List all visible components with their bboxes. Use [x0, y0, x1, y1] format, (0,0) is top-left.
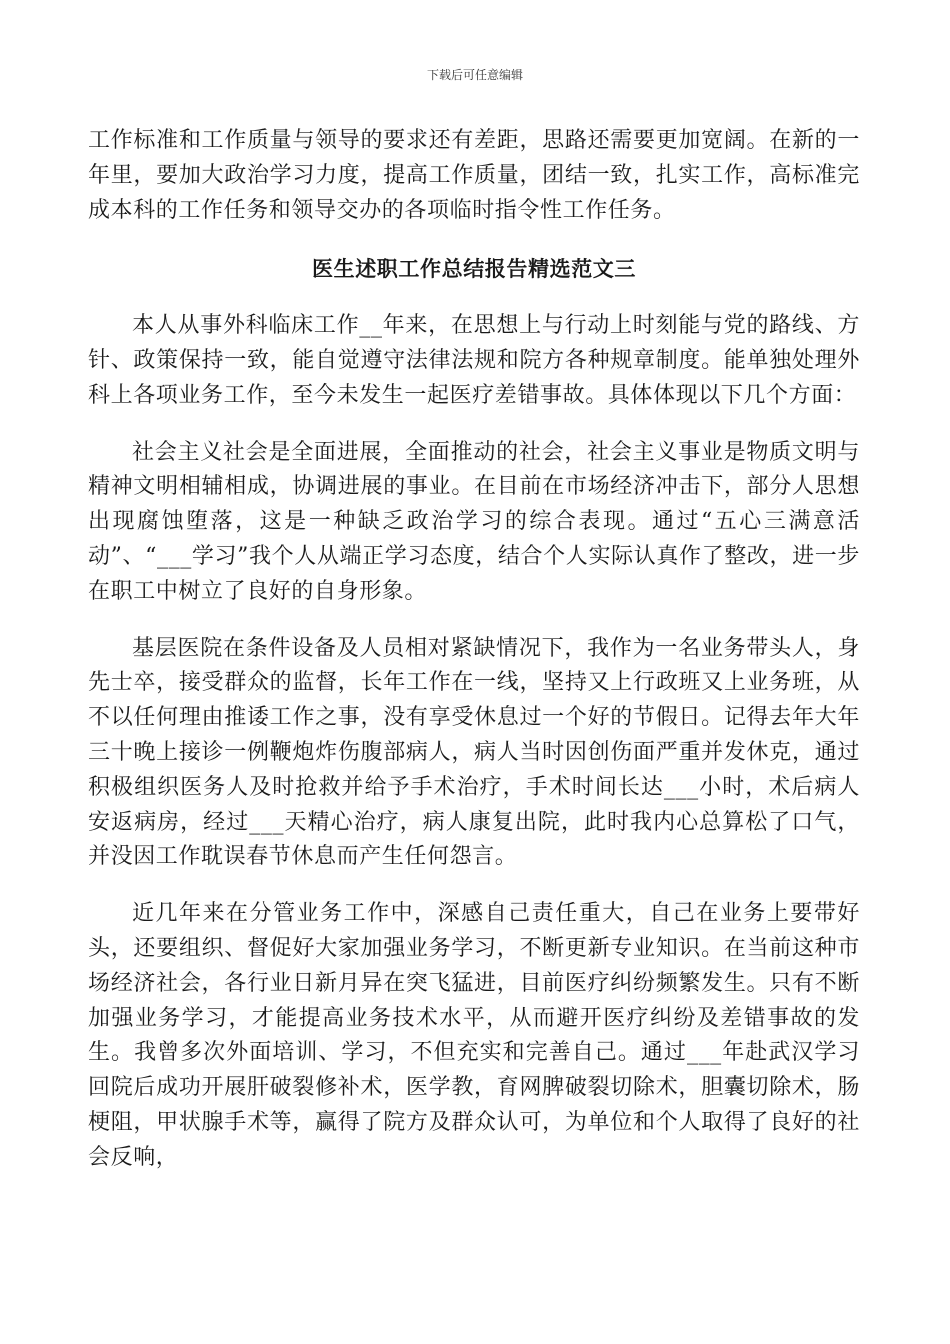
paragraph-2: 社会主义社会是全面进展，全面推动的社会，社会主义事业是物质文明与精神文明相辅相成，协调进展的事业。在目前在市场经济冲击下，部分人思想出现腐蚀堕落，这是一种缺乏政治学习的综合表现。通过“五心三满意活动”、“___学习”我个人从端正学习态度，结合个人实际认真作了整改，进一步在职工中树立了良好的自身形象。 — [88, 439, 860, 604]
paragraph-4: 近几年来在分管业务工作中，深感自己责任重大，自己在业务上要带好头，还要组织、督促好大家加强业务学习，不断更新专业知识。在当前这种市场经济社会，各行业日新月异在突飞猛进，目前医疗纠纷频繁发生。只有不断加强业务学习，才能提高业务技术水平，从而避开医疗纠纷及差错事故的发生。我曾多次外面培训、学习，不但充实和完善自己。通过___年赴武汉学习回院后成功开展肝破裂修补术，医学教，育网脾破裂切除术，胆囊切除术，肠梗阻，甲状腺手术等，赢得了院方及群众认可，为单位和个人取得了良好的社会反响， — [88, 901, 860, 1170]
paragraph-1: 本人从事外科临床工作__年来，在思想上与行动上时刻能与党的路线、方针、政策保持一致，能自觉遵守法律法规和院方各种规章制度。能单独处理外科上各项业务工作，至今未发生一起医疗差错事故。具体体现以下几个方面： — [88, 313, 860, 408]
document-body — [88, 124, 860, 1176]
paragraph-3: 基层医院在条件设备及人员相对紧缺情况下，我作为一名业务带头人，身先士卒，接受群众的监督，长年工作在一线，坚持又上行政班又上业务班，从不以任何理由推诿工作之事，没有享受休息过一个好的节假日。记得去年大年三十晚上接诊一例鞭炮炸伤腹部病人，病人当时因创伤面严重并发休克，通过积极组织医务人及时抢救并给予手术治疗，手术时间长达___小时，术后病人安返病房，经过___天精心治疗，病人康复出院，此时我内心总算松了口气，并没因工作耽误春节休息而产生任何怨言。 — [88, 635, 860, 870]
section-title: 医生述职工作总结报告精选范文三 — [312, 256, 636, 282]
page-header: 下载后可任意编辑 — [426, 68, 523, 82]
intro-paragraph: 工作标准和工作质量与领导的要求还有差距，思路还需要更加宽阔。在新的一年里，要加大政治学习力度，提高工作质量，团结一致，扎实工作，高标准完成本科的工作任务和领导交办的各项临时指令性工作任务。 — [88, 128, 860, 223]
